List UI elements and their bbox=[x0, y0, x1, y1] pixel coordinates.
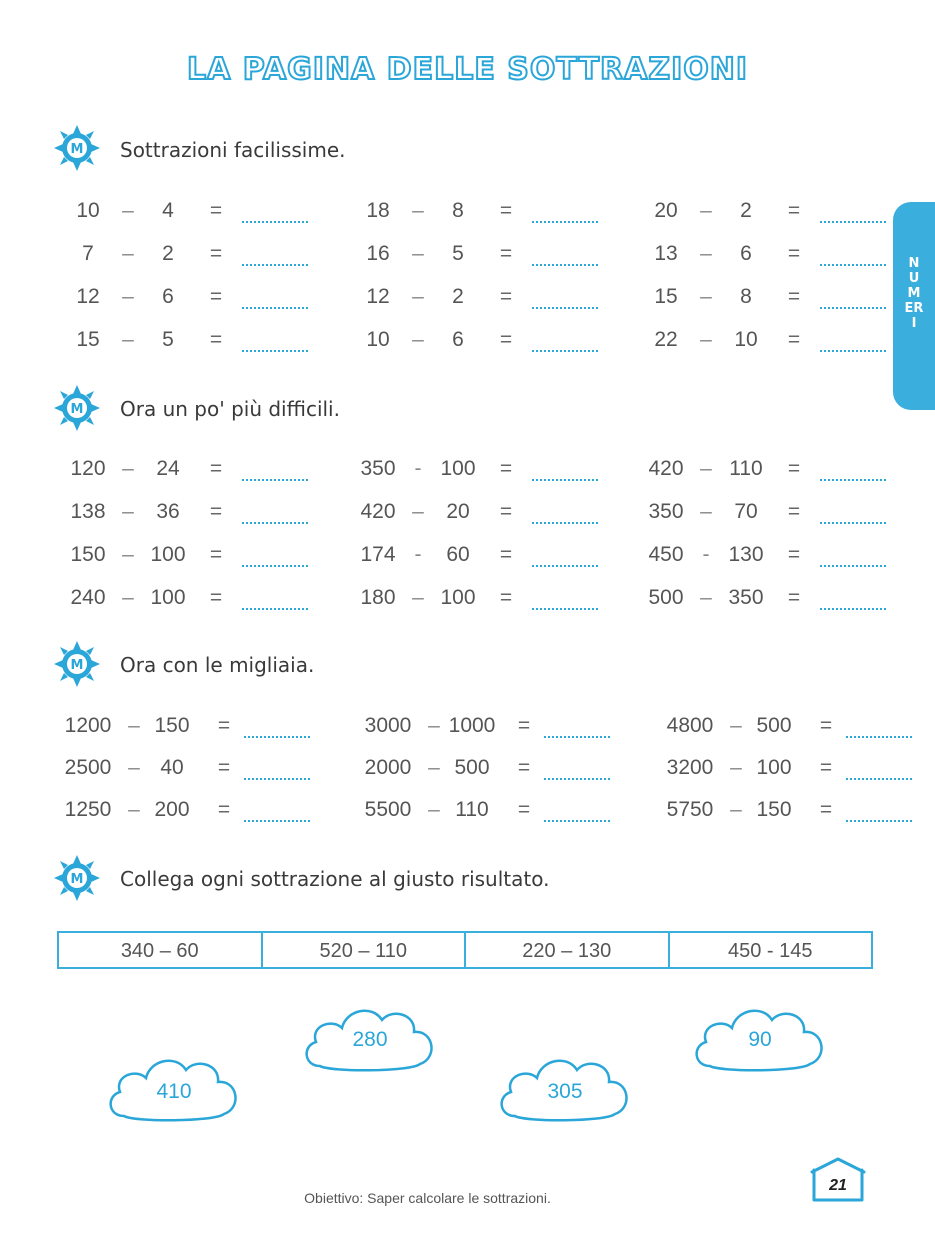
answer-blank[interactable] bbox=[244, 778, 310, 780]
minuend: 2500 bbox=[64, 756, 112, 779]
minus-sign: – bbox=[122, 242, 134, 265]
minuend: 420 bbox=[360, 500, 396, 523]
answer-blank[interactable] bbox=[242, 221, 308, 223]
subtrahend: 200 bbox=[154, 798, 190, 821]
answer-blank[interactable] bbox=[820, 307, 886, 309]
answer-blank[interactable] bbox=[532, 479, 598, 481]
subtrahend: 2 bbox=[452, 285, 464, 308]
answer-cloud[interactable] bbox=[104, 1046, 244, 1126]
minuend: 7 bbox=[82, 242, 94, 265]
subtrahend: 2 bbox=[740, 199, 752, 222]
exercise-row bbox=[636, 500, 896, 530]
answer-blank[interactable] bbox=[244, 736, 310, 738]
exercise-row bbox=[348, 242, 608, 272]
answer-blank[interactable] bbox=[532, 307, 598, 309]
exercise-row bbox=[636, 457, 896, 487]
equals-sign: = bbox=[499, 543, 513, 566]
minus-sign: – bbox=[128, 714, 140, 737]
section-label: Ora un po' più difficili. bbox=[120, 397, 340, 421]
section-label: Collega ogni sottrazione al giusto risultato. bbox=[120, 867, 550, 891]
answer-blank[interactable] bbox=[820, 565, 886, 567]
equals-sign: = bbox=[209, 586, 223, 609]
exercise-row bbox=[636, 285, 896, 315]
minuend: 3000 bbox=[364, 714, 412, 737]
subtrahend: 150 bbox=[154, 714, 190, 737]
exercise-row bbox=[348, 586, 608, 616]
minuend: 1250 bbox=[64, 798, 112, 821]
equals-sign: = bbox=[209, 457, 223, 480]
equals-sign: = bbox=[209, 500, 223, 523]
exercise-row bbox=[358, 798, 618, 828]
cloud-number: 305 bbox=[547, 1080, 583, 1103]
equals-sign: = bbox=[517, 756, 531, 779]
minuend: 4800 bbox=[666, 714, 714, 737]
answer-blank[interactable] bbox=[532, 221, 598, 223]
equals-sign: = bbox=[499, 457, 513, 480]
equals-sign: = bbox=[819, 756, 833, 779]
answer-blank[interactable] bbox=[544, 820, 610, 822]
equals-sign: = bbox=[819, 798, 833, 821]
svg-text:M: M bbox=[70, 142, 84, 157]
minus-sign: – bbox=[428, 756, 440, 779]
minus-sign: – bbox=[122, 543, 134, 566]
minus-sign: – bbox=[700, 328, 712, 351]
equals-sign: = bbox=[517, 798, 531, 821]
minus-sign: – bbox=[412, 285, 424, 308]
minuend: 180 bbox=[360, 586, 396, 609]
exercise-row bbox=[636, 199, 896, 229]
subtrahend: 2 bbox=[162, 242, 174, 265]
minus-sign: – bbox=[700, 242, 712, 265]
subtrahend: 60 bbox=[446, 543, 470, 566]
minus-sign: – bbox=[412, 500, 424, 523]
minuend: 1200 bbox=[64, 714, 112, 737]
equals-sign: = bbox=[787, 586, 801, 609]
equals-sign: = bbox=[787, 199, 801, 222]
subtrahend: 150 bbox=[756, 798, 792, 821]
subtrahend: 5 bbox=[162, 328, 174, 351]
equals-sign: = bbox=[209, 328, 223, 351]
minuend: 13 bbox=[654, 242, 678, 265]
page-title: LA PAGINA DELLE SOTTRAZIONI bbox=[186, 52, 749, 87]
svg-text:M: M bbox=[70, 872, 84, 887]
answer-blank[interactable] bbox=[532, 522, 598, 524]
exercise-row bbox=[636, 586, 896, 616]
minus-sign: – bbox=[730, 714, 742, 737]
cloud-number: 280 bbox=[352, 1028, 388, 1051]
m-badge-icon bbox=[54, 855, 100, 901]
answer-blank[interactable] bbox=[532, 264, 598, 266]
exercise-row bbox=[58, 328, 318, 358]
subtrahend: 5 bbox=[452, 242, 464, 265]
exercise-row bbox=[58, 285, 318, 315]
minus-sign: – bbox=[128, 756, 140, 779]
minuend: 12 bbox=[76, 285, 100, 308]
subtrahend: 8 bbox=[452, 199, 464, 222]
minuend: 5750 bbox=[666, 798, 714, 821]
exercise-row bbox=[660, 798, 920, 828]
exercise-row bbox=[358, 714, 618, 744]
minus-sign: – bbox=[730, 756, 742, 779]
subtrahend: 6 bbox=[162, 285, 174, 308]
minuend: 20 bbox=[654, 199, 678, 222]
subtrahend: 100 bbox=[150, 586, 186, 609]
minuend: 174 bbox=[360, 543, 396, 566]
subtrahend: 100 bbox=[756, 756, 792, 779]
minuend: 10 bbox=[366, 328, 390, 351]
exercise-row bbox=[348, 328, 608, 358]
minuend: 120 bbox=[70, 457, 106, 480]
subtrahend: 20 bbox=[446, 500, 470, 523]
minuend: 420 bbox=[648, 457, 684, 480]
minus-sign: – bbox=[700, 500, 712, 523]
exercise-row bbox=[348, 500, 608, 530]
section-label: Ora con le migliaia. bbox=[120, 653, 315, 677]
answer-blank[interactable] bbox=[242, 522, 308, 524]
subtrahend: 10 bbox=[734, 328, 758, 351]
exercise-row bbox=[660, 714, 920, 744]
minus-sign: - bbox=[414, 543, 422, 566]
exercise-row bbox=[58, 586, 318, 616]
exercise-row bbox=[58, 199, 318, 229]
minus-sign: – bbox=[428, 798, 440, 821]
match-cell: 450 - 145 bbox=[727, 940, 813, 962]
svg-text:M: M bbox=[70, 658, 84, 673]
side-tab-label: NUMERI bbox=[904, 256, 924, 331]
answer-blank[interactable] bbox=[244, 820, 310, 822]
minus-sign: – bbox=[700, 285, 712, 308]
subtrahend: 350 bbox=[728, 586, 764, 609]
answer-blank[interactable] bbox=[820, 350, 886, 352]
exercise-row bbox=[660, 756, 920, 786]
minuend: 12 bbox=[366, 285, 390, 308]
section-label: Sottrazioni facilissime. bbox=[120, 138, 346, 162]
answer-blank[interactable] bbox=[820, 522, 886, 524]
subtrahend: 130 bbox=[728, 543, 764, 566]
minus-sign: – bbox=[700, 586, 712, 609]
equals-sign: = bbox=[499, 199, 513, 222]
subtrahend: 100 bbox=[440, 586, 476, 609]
minus-sign: – bbox=[428, 714, 440, 737]
minus-sign: – bbox=[122, 500, 134, 523]
exercise-row bbox=[58, 500, 318, 530]
minus-sign: – bbox=[128, 798, 140, 821]
minuend: 138 bbox=[70, 500, 106, 523]
m-badge-icon bbox=[54, 385, 100, 431]
cloud-number: 410 bbox=[156, 1080, 192, 1103]
exercise-row bbox=[636, 543, 896, 573]
equals-sign: = bbox=[217, 714, 231, 737]
answer-blank[interactable] bbox=[820, 608, 886, 610]
equals-sign: = bbox=[209, 543, 223, 566]
equals-sign: = bbox=[787, 285, 801, 308]
answer-cloud[interactable] bbox=[690, 996, 830, 1076]
answer-blank[interactable] bbox=[532, 565, 598, 567]
subtrahend: 110 bbox=[729, 457, 763, 480]
answer-cloud[interactable] bbox=[300, 996, 440, 1076]
minus-sign: – bbox=[412, 242, 424, 265]
minus-sign: – bbox=[122, 328, 134, 351]
exercise-row bbox=[58, 543, 318, 573]
answer-blank[interactable] bbox=[820, 264, 886, 266]
subtrahend: 6 bbox=[452, 328, 464, 351]
exercise-row bbox=[636, 242, 896, 272]
answer-blank[interactable] bbox=[846, 778, 912, 780]
minus-sign: – bbox=[412, 199, 424, 222]
answer-cloud[interactable] bbox=[495, 1046, 635, 1126]
minuend: 15 bbox=[654, 285, 678, 308]
subtrahend: 24 bbox=[156, 457, 180, 480]
minus-sign: – bbox=[700, 199, 712, 222]
subtrahend: 1000 bbox=[448, 714, 496, 737]
equals-sign: = bbox=[217, 756, 231, 779]
m-badge-icon bbox=[54, 641, 100, 687]
exercise-row bbox=[58, 756, 318, 786]
subtrahend: 36 bbox=[156, 500, 180, 523]
equals-sign: = bbox=[787, 500, 801, 523]
answer-blank[interactable] bbox=[532, 350, 598, 352]
answer-blank[interactable] bbox=[820, 479, 886, 481]
subtrahend: 6 bbox=[740, 242, 752, 265]
exercise-row bbox=[348, 199, 608, 229]
equals-sign: = bbox=[787, 242, 801, 265]
equals-sign: = bbox=[787, 328, 801, 351]
cloud-number: 90 bbox=[748, 1028, 772, 1051]
equals-sign: = bbox=[787, 457, 801, 480]
equals-sign: = bbox=[499, 586, 513, 609]
exercise-row bbox=[58, 242, 318, 272]
minuend: 3200 bbox=[666, 756, 714, 779]
minuend: 15 bbox=[76, 328, 100, 351]
subtrahend: 110 bbox=[455, 798, 489, 821]
equals-sign: = bbox=[499, 328, 513, 351]
subtrahend: 500 bbox=[454, 756, 490, 779]
subtrahend: 40 bbox=[160, 756, 184, 779]
minus-sign: – bbox=[700, 457, 712, 480]
equals-sign: = bbox=[499, 242, 513, 265]
minus-sign: – bbox=[412, 328, 424, 351]
minus-sign: – bbox=[412, 586, 424, 609]
svg-text:M: M bbox=[70, 402, 84, 417]
subtrahend: 70 bbox=[734, 500, 758, 523]
exercise-row bbox=[58, 714, 318, 744]
equals-sign: = bbox=[209, 242, 223, 265]
minus-sign: – bbox=[730, 798, 742, 821]
exercise-row bbox=[348, 457, 608, 487]
answer-blank[interactable] bbox=[242, 307, 308, 309]
subtrahend: 4 bbox=[162, 199, 174, 222]
minuend: 500 bbox=[648, 586, 684, 609]
answer-blank[interactable] bbox=[544, 736, 610, 738]
equals-sign: = bbox=[787, 543, 801, 566]
equals-sign: = bbox=[819, 714, 833, 737]
exercise-row bbox=[348, 543, 608, 573]
equals-sign: = bbox=[517, 714, 531, 737]
equals-sign: = bbox=[499, 285, 513, 308]
match-cell: 220 – 130 bbox=[466, 933, 670, 967]
minus-sign: - bbox=[414, 457, 422, 480]
equals-sign: = bbox=[217, 798, 231, 821]
equals-sign: = bbox=[209, 199, 223, 222]
minuend: 150 bbox=[70, 543, 106, 566]
answer-blank[interactable] bbox=[532, 608, 598, 610]
subtrahend: 100 bbox=[150, 543, 186, 566]
answer-blank[interactable] bbox=[846, 820, 912, 822]
subtrahend: 8 bbox=[740, 285, 752, 308]
minus-sign: - bbox=[702, 543, 710, 566]
minuend: 450 bbox=[648, 543, 684, 566]
subtrahend: 500 bbox=[756, 714, 792, 737]
answer-blank[interactable] bbox=[242, 565, 308, 567]
minus-sign: – bbox=[122, 586, 134, 609]
answer-blank[interactable] bbox=[242, 479, 308, 481]
minuend: 5500 bbox=[364, 798, 412, 821]
minus-sign: – bbox=[122, 285, 134, 308]
minuend: 350 bbox=[360, 457, 396, 480]
minuend: 240 bbox=[70, 586, 106, 609]
minus-sign: – bbox=[122, 199, 134, 222]
page-number: 21 bbox=[829, 1177, 847, 1194]
minuend: 22 bbox=[654, 328, 678, 351]
match-cell: 520 – 110 bbox=[263, 933, 467, 967]
exercise-row bbox=[636, 328, 896, 358]
minus-sign: – bbox=[122, 457, 134, 480]
answer-blank[interactable] bbox=[242, 264, 308, 266]
answer-blank[interactable] bbox=[820, 221, 886, 223]
subtrahend: 100 bbox=[440, 457, 476, 480]
exercise-row bbox=[58, 457, 318, 487]
answer-blank[interactable] bbox=[544, 778, 610, 780]
exercise-row bbox=[358, 756, 618, 786]
answer-blank[interactable] bbox=[242, 608, 308, 610]
answer-blank[interactable] bbox=[846, 736, 912, 738]
minuend: 2000 bbox=[364, 756, 412, 779]
minuend: 350 bbox=[648, 500, 684, 523]
exercise-row bbox=[58, 798, 318, 828]
exercise-row bbox=[348, 285, 608, 315]
minuend: 10 bbox=[76, 199, 100, 222]
minuend: 16 bbox=[366, 242, 390, 265]
match-table bbox=[57, 931, 873, 969]
match-cell: 340 – 60 bbox=[59, 933, 263, 967]
equals-sign: = bbox=[499, 500, 513, 523]
minuend: 18 bbox=[366, 199, 390, 222]
equals-sign: = bbox=[209, 285, 223, 308]
m-badge-icon bbox=[54, 125, 100, 171]
answer-blank[interactable] bbox=[242, 350, 308, 352]
footer-objective: Obiettivo: Saper calcolare le sottrazioni. bbox=[304, 1190, 551, 1206]
